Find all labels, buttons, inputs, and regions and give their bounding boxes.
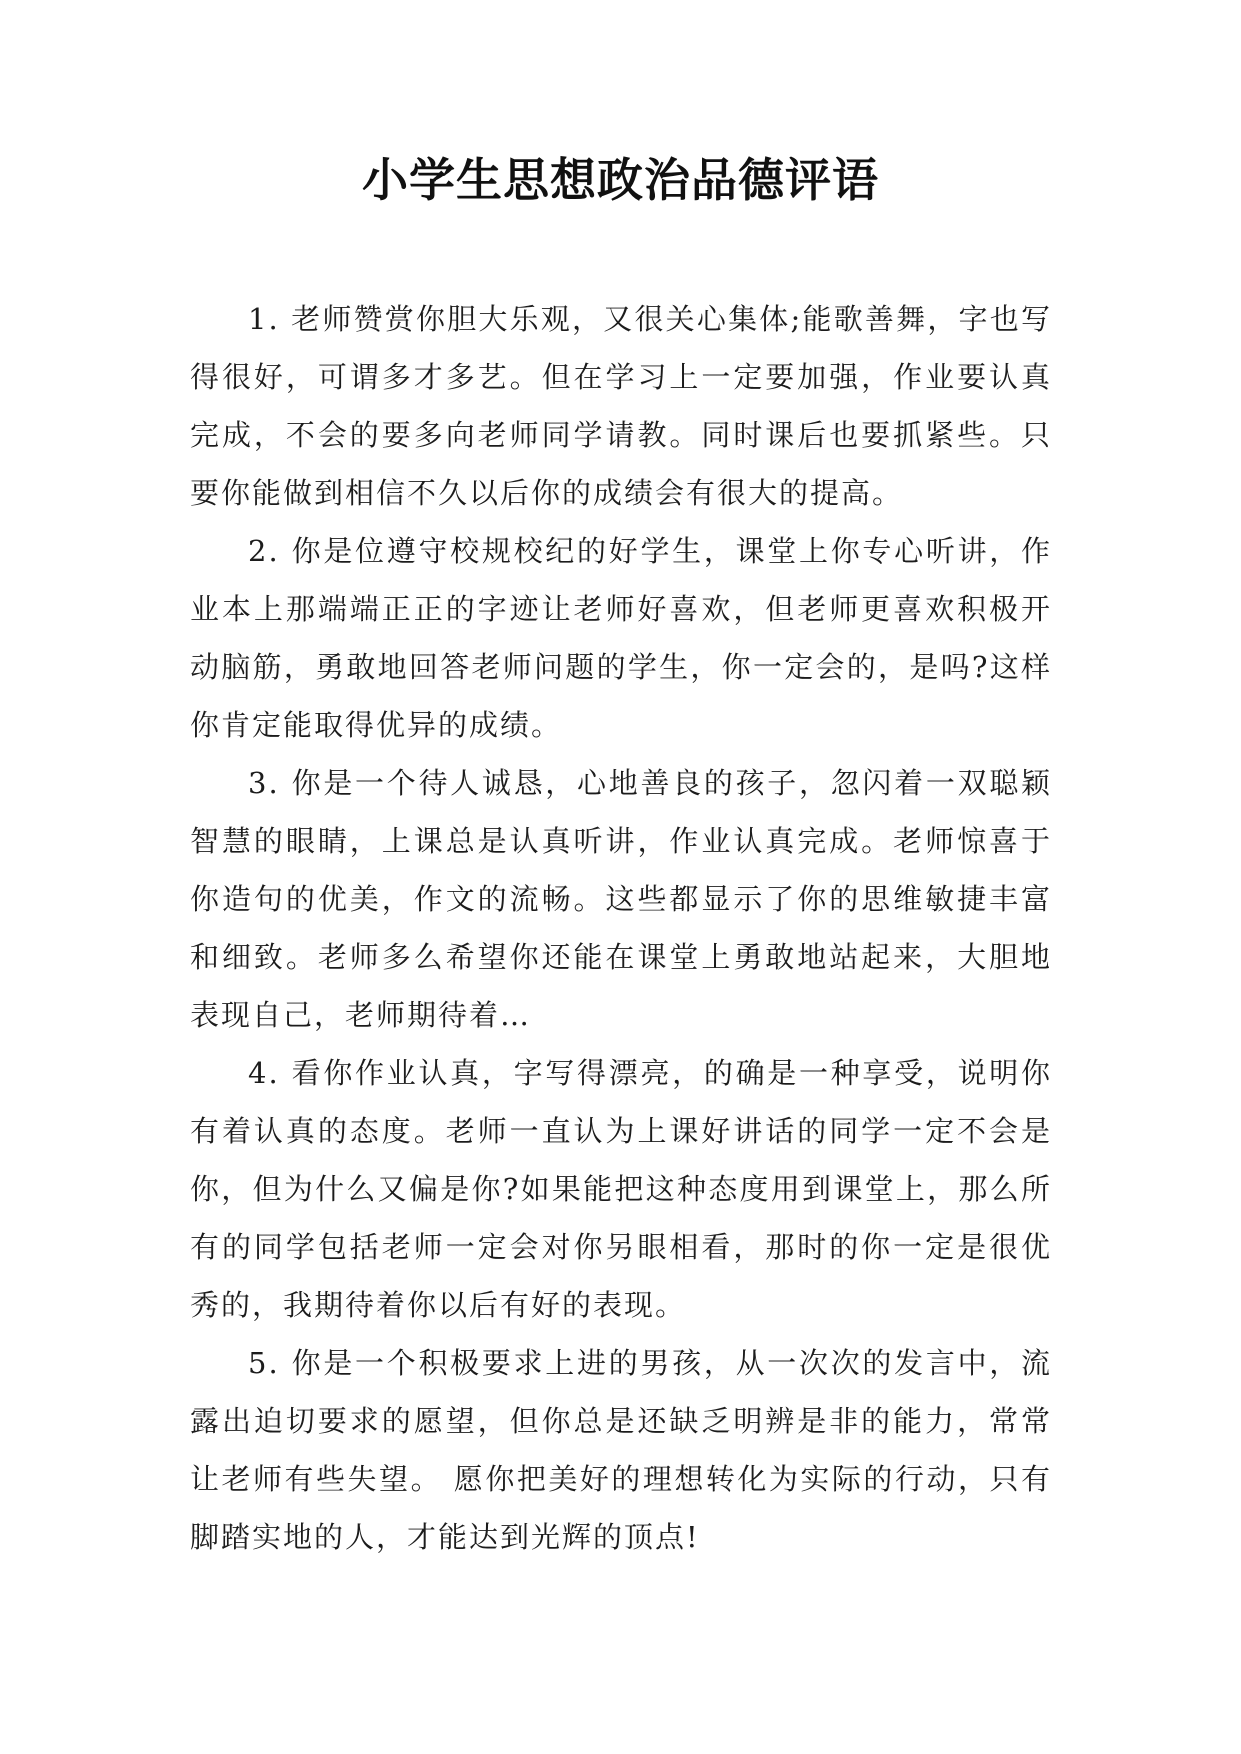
comment-paragraph-2: 2. 你是位遵守校规校纪的好学生，课堂上你专心听讲，作业本上那端端正正的字迹让老师好喜欢，但老师更喜欢积极开动脑筋，勇敢地回答老师问题的学生，你一定会的，是吗?这样你肯定能取得优异的成绩。 — [190, 534, 1052, 742]
document-body — [190, 290, 1052, 1566]
comment-paragraph-1: 1. 老师赞赏你胆大乐观，又很关心集体;能歌善舞，字也写得很好，可谓多才多艺。但在学习上一定要加强，作业要认真完成，不会的要多向老师同学请教。同时课后也要抓紧些。只要你能做到相信不久以后你的成绩会有很大的提高。 — [190, 302, 1052, 510]
comment-paragraph-4: 4. 看你作业认真，字写得漂亮，的确是一种享受，说明你有着认真的态度。老师一直认为上课好讲话的同学一定不会是你，但为什么又偏是你?如果能把这种态度用到课堂上，那么所有的同学包括老师一定会对你另眼相看，那时的你一定是很优秀的，我期待着你以后有好的表现。 — [190, 1056, 1052, 1322]
comment-paragraph-3: 3. 你是一个待人诚恳，心地善良的孩子，忽闪着一双聪颖智慧的眼睛，上课总是认真听讲，作业认真完成。老师惊喜于你造句的优美，作文的流畅。这些都显示了你的思维敏捷丰富和细致。老师多么希望你还能在课堂上勇敢地站起来，大胆地表现自己，老师期待着… — [190, 766, 1052, 1032]
comment-paragraph-5: 5. 你是一个积极要求上进的男孩，从一次次的发言中，流露出迫切要求的愿望，但你总是还缺乏明辨是非的能力，常常让老师有些失望。 愿你把美好的理想转化为实际的行动，只有脚踏实地的人，才能达到光辉的顶点! — [190, 1346, 1052, 1554]
document-title: 小学生思想政治品德评语 — [362, 153, 879, 207]
